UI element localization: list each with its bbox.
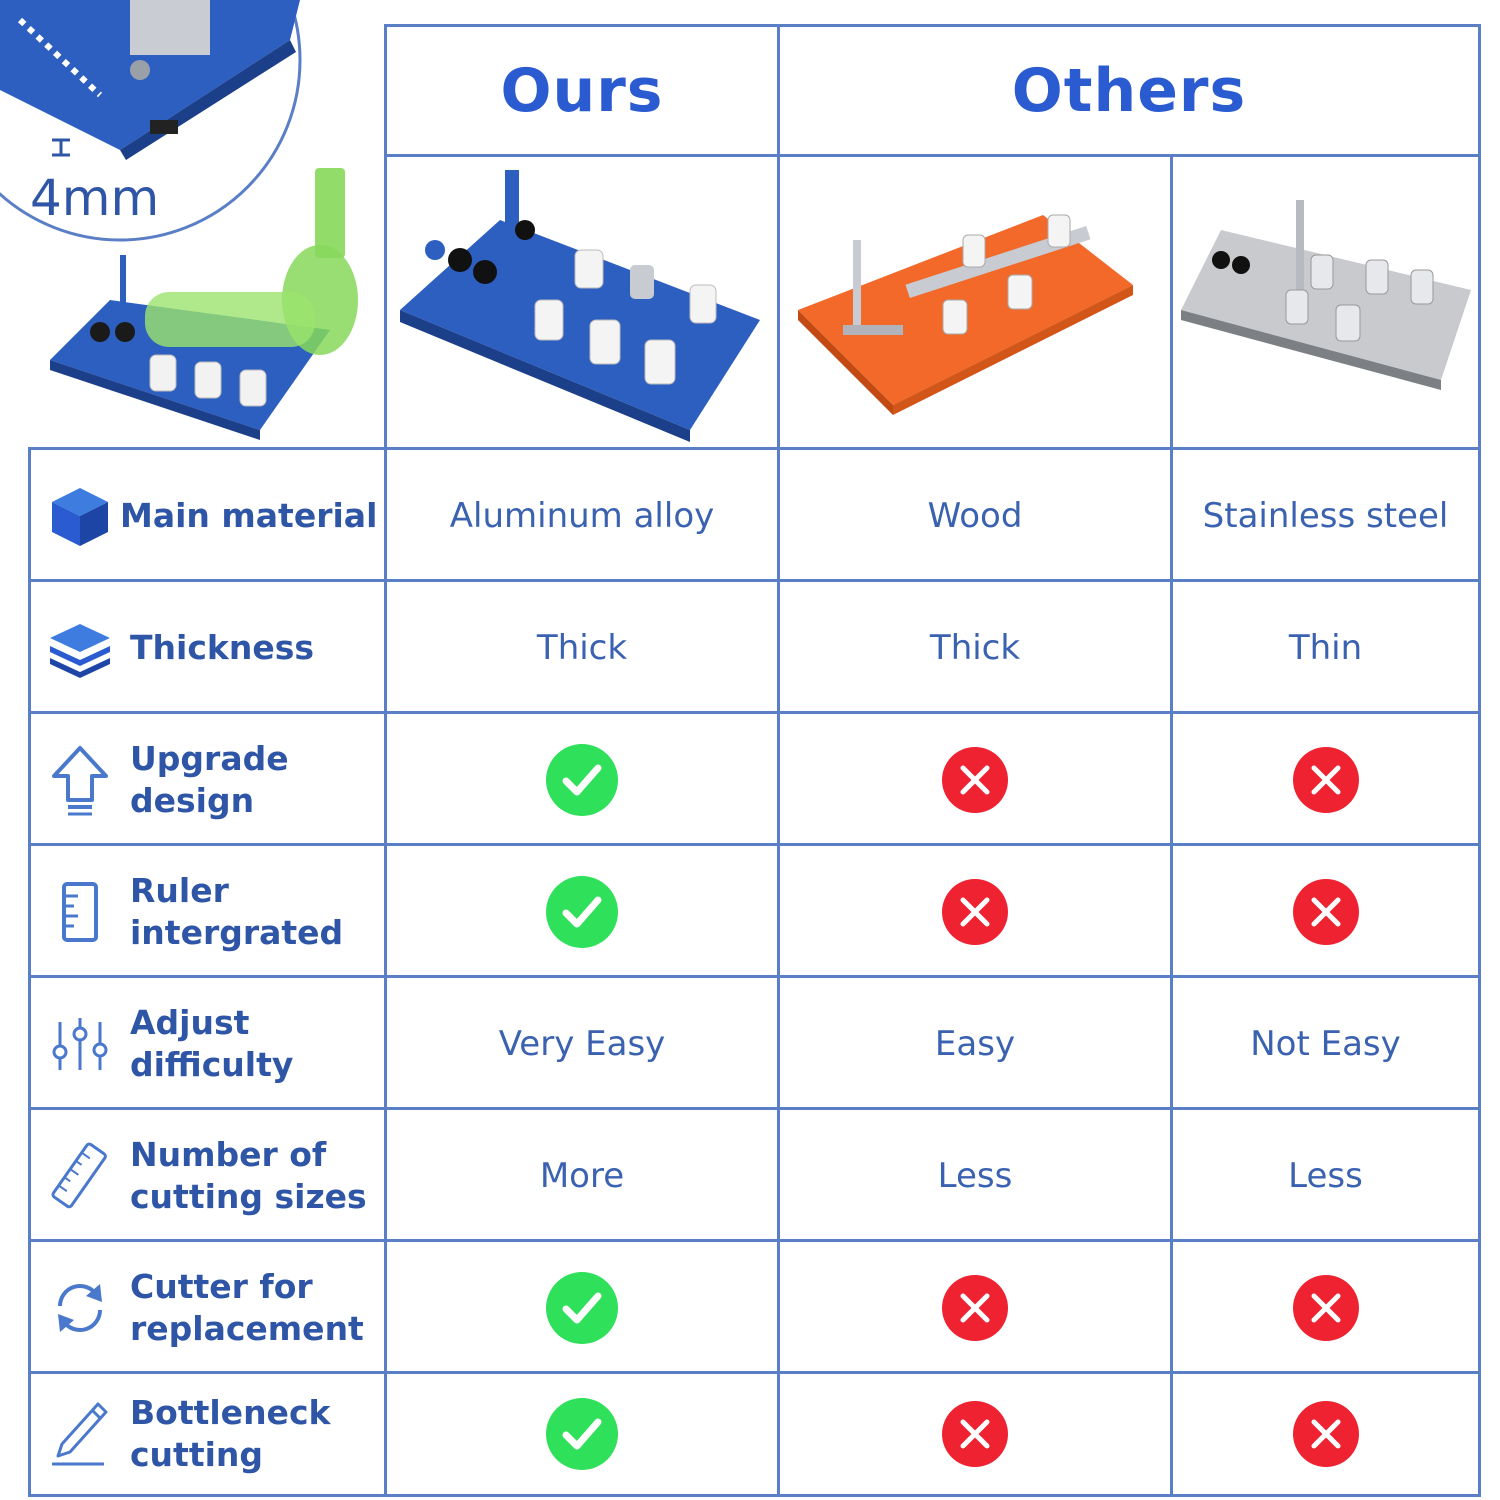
row-label-text: Bottleneck cutting (130, 1393, 331, 1474)
row-label-text: Main material (120, 495, 378, 535)
cross-icon (942, 1275, 1008, 1341)
row-label-upgrade-design (30, 714, 384, 845)
row-label-text: Thickness (130, 627, 314, 667)
cell-other2-adjust-difficulty: Not Easy (1250, 1023, 1401, 1064)
row-label-adjust-difficulty (30, 978, 384, 1109)
cell-other1-upgrade-design (780, 714, 1170, 845)
cell-other1-bottleneck-cutting (780, 1374, 1170, 1494)
cell-ours-upgrade-design (387, 714, 777, 845)
cross-icon (1293, 747, 1359, 813)
product-image-ours (390, 160, 774, 444)
cell-other2-main-material: Stainless steel (1202, 495, 1449, 536)
row-label-text: Cutter for replacement (130, 1266, 364, 1348)
cell-other1-ruler-intergrated (780, 846, 1170, 977)
cell-ours-cutter-for-replacement (387, 1242, 777, 1373)
cell-other1-number-of-cutting-sizes: Less (937, 1155, 1013, 1196)
row-label-ruler-intergrated (30, 846, 384, 977)
layers-icon (30, 616, 130, 680)
check-icon (546, 1398, 618, 1470)
callout-measure-text: 4mm (30, 169, 160, 227)
cell-other2-ruler-intergrated (1173, 846, 1478, 977)
cross-icon (942, 1401, 1008, 1467)
corner-product-illustration (0, 0, 384, 446)
sliders-icon (30, 1012, 130, 1076)
cell-ours-thickness: Thick (536, 627, 628, 668)
cell-other1-cutter-for-replacement (780, 1242, 1170, 1373)
cell-other1-adjust-difficulty: Easy (934, 1023, 1016, 1064)
header-others: Others (1011, 56, 1247, 126)
row-label-main-material (30, 450, 384, 581)
cell-other2-number-of-cutting-sizes: Less (1288, 1155, 1363, 1196)
cross-icon (1293, 879, 1359, 945)
pen-nib-icon (30, 1398, 130, 1470)
row-label-number-of-cutting-sizes (30, 1110, 384, 1241)
cross-icon (942, 879, 1008, 945)
cross-icon (942, 747, 1008, 813)
grid-line (1478, 24, 1481, 1497)
row-label-thickness (30, 582, 384, 713)
cell-ours-ruler-intergrated (387, 846, 777, 977)
row-label-text: Number of cutting sizes (130, 1134, 367, 1216)
product-image-wood (783, 160, 1167, 444)
cell-ours-main-material: Aluminum alloy (449, 495, 715, 536)
cross-icon (1293, 1275, 1359, 1341)
refresh-icon (30, 1278, 130, 1338)
diagonal-ruler-icon (30, 1140, 130, 1212)
row-label-bottleneck-cutting (30, 1374, 384, 1494)
row-label-text: Upgrade design (130, 738, 289, 820)
grid-line (28, 1494, 1481, 1497)
check-icon (546, 744, 618, 816)
cell-other1-thickness: Thick (929, 627, 1021, 668)
header-ours: Ours (500, 56, 664, 126)
row-label-text: Ruler intergrated (130, 870, 344, 952)
cell-other2-thickness: Thin (1288, 627, 1363, 668)
cell-ours-adjust-difficulty: Very Easy (498, 1023, 666, 1064)
cube-icon (30, 484, 130, 548)
product-image-steel (1176, 160, 1476, 444)
cell-other2-cutter-for-replacement (1173, 1242, 1478, 1373)
ruler-icon (30, 880, 130, 944)
cell-other2-bottleneck-cutting (1173, 1374, 1478, 1494)
cell-ours-number-of-cutting-sizes: More (539, 1155, 625, 1196)
cell-other1-main-material: Wood (927, 495, 1023, 536)
cross-icon (1293, 1401, 1359, 1467)
check-icon (546, 876, 618, 948)
row-label-text: Adjust difficulty (130, 1002, 294, 1084)
check-icon (546, 1272, 618, 1344)
row-label-cutter-for-replacement (30, 1242, 384, 1373)
cell-ours-bottleneck-cutting (387, 1374, 777, 1494)
cell-other2-upgrade-design (1173, 714, 1478, 845)
upgrade-arrow-icon (30, 744, 130, 816)
